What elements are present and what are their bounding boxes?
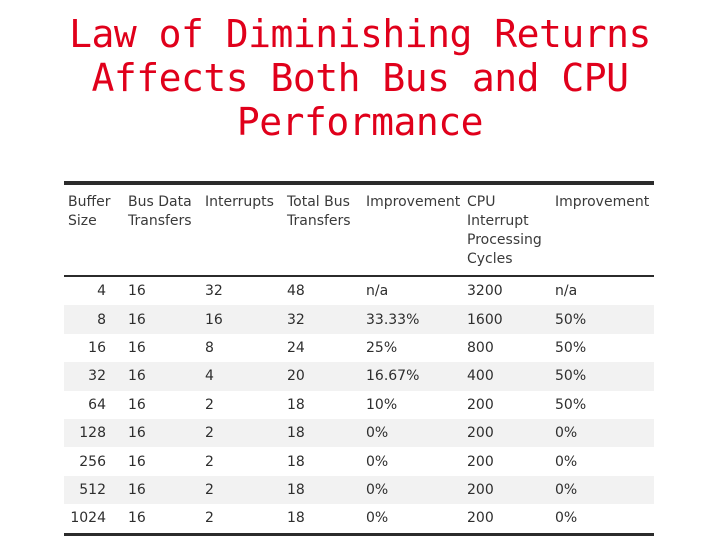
data-table	[64, 185, 654, 533]
cell-improvement-bus: 0%	[362, 447, 463, 475]
header-interrupts: Interrupts	[205, 194, 274, 210]
cell-improvement-bus: n/a	[362, 277, 463, 305]
cell-total-bus-transfers: 20	[283, 362, 362, 390]
header-improvement-bus: Improvement	[366, 194, 461, 210]
cell-improvement-bus: 16.67%	[362, 362, 463, 390]
cell-bus-data-transfers: 16	[124, 362, 201, 390]
table-body	[64, 277, 654, 533]
cell-improvement-cpu: 50%	[551, 362, 654, 390]
cell-improvement-bus: 10%	[362, 391, 463, 419]
cell-total-bus-transfers: 18	[283, 476, 362, 504]
buffer-size-table	[64, 181, 654, 536]
cell-buffer-size: 8	[64, 305, 124, 333]
cell-improvement-cpu: 0%	[551, 504, 654, 532]
title-line-2: Affects Both Bus and CPU	[91, 56, 629, 100]
cell-cpu-cycles: 200	[463, 419, 551, 447]
cell-cpu-cycles: 400	[463, 362, 551, 390]
cell-buffer-size: 256	[64, 447, 124, 475]
cell-improvement-cpu: 50%	[551, 305, 654, 333]
cell-interrupts: 2	[201, 476, 283, 504]
cell-bus-data-transfers: 16	[124, 305, 201, 333]
cell-cpu-cycles: 3200	[463, 277, 551, 305]
cell-improvement-cpu: 0%	[551, 447, 654, 475]
cell-improvement-bus: 0%	[362, 476, 463, 504]
cell-improvement-bus: 0%	[362, 504, 463, 532]
table-row	[64, 476, 654, 504]
cell-improvement-cpu: 0%	[551, 476, 654, 504]
cell-improvement-bus: 25%	[362, 334, 463, 362]
cell-buffer-size: 1024	[64, 504, 124, 532]
cell-buffer-size: 16	[64, 334, 124, 362]
cell-cpu-cycles: 800	[463, 334, 551, 362]
table-row	[64, 504, 654, 532]
table-row	[64, 419, 654, 447]
table-row	[64, 305, 654, 333]
cell-total-bus-transfers: 48	[283, 277, 362, 305]
cell-total-bus-transfers: 18	[283, 419, 362, 447]
slide-title	[0, 12, 720, 144]
header-bus-data-transfers: Bus Data Transfers	[128, 194, 192, 229]
cell-cpu-cycles: 200	[463, 476, 551, 504]
cell-cpu-cycles: 1600	[463, 305, 551, 333]
cell-bus-data-transfers: 16	[124, 476, 201, 504]
cell-buffer-size: 32	[64, 362, 124, 390]
cell-interrupts: 2	[201, 504, 283, 532]
cell-bus-data-transfers: 16	[124, 334, 201, 362]
cell-total-bus-transfers: 32	[283, 305, 362, 333]
cell-improvement-cpu: 0%	[551, 419, 654, 447]
cell-interrupts: 2	[201, 419, 283, 447]
title-line-3: Performance	[236, 100, 484, 144]
table-row	[64, 277, 654, 305]
cell-bus-data-transfers: 16	[124, 419, 201, 447]
cell-total-bus-transfers: 18	[283, 447, 362, 475]
cell-buffer-size: 64	[64, 391, 124, 419]
cell-improvement-bus: 33.33%	[362, 305, 463, 333]
cell-buffer-size: 512	[64, 476, 124, 504]
table-row	[64, 447, 654, 475]
table-row	[64, 334, 654, 362]
cell-total-bus-transfers: 18	[283, 391, 362, 419]
cell-total-bus-transfers: 18	[283, 504, 362, 532]
header-improvement-cpu: Improvement	[555, 194, 650, 210]
cell-buffer-size: 128	[64, 419, 124, 447]
cell-interrupts: 16	[201, 305, 283, 333]
table-row	[64, 391, 654, 419]
cell-interrupts: 8	[201, 334, 283, 362]
header-total-bus-transfers: Total Bus Transfers	[287, 194, 351, 229]
cell-bus-data-transfers: 16	[124, 504, 201, 532]
cell-improvement-cpu: 50%	[551, 391, 654, 419]
cell-bus-data-transfers: 16	[124, 391, 201, 419]
header-buffer-size: Buffer Size	[68, 194, 111, 229]
cell-interrupts: 4	[201, 362, 283, 390]
cell-interrupts: 32	[201, 277, 283, 305]
table-header-row	[64, 185, 654, 275]
cell-cpu-cycles: 200	[463, 391, 551, 419]
cell-improvement-cpu: 50%	[551, 334, 654, 362]
cell-improvement-cpu: n/a	[551, 277, 654, 305]
cell-interrupts: 2	[201, 391, 283, 419]
cell-bus-data-transfers: 16	[124, 447, 201, 475]
cell-improvement-bus: 0%	[362, 419, 463, 447]
cell-bus-data-transfers: 16	[124, 277, 201, 305]
table-bottom-rule	[64, 533, 654, 536]
header-cpu-cycles: CPU Interrupt Processing Cycles	[467, 194, 542, 267]
cell-interrupts: 2	[201, 447, 283, 475]
cell-cpu-cycles: 200	[463, 447, 551, 475]
cell-total-bus-transfers: 24	[283, 334, 362, 362]
table-row	[64, 362, 654, 390]
title-line-1: Law of Diminishing Returns	[69, 12, 651, 56]
cell-buffer-size: 4	[64, 277, 124, 305]
cell-cpu-cycles: 200	[463, 504, 551, 532]
